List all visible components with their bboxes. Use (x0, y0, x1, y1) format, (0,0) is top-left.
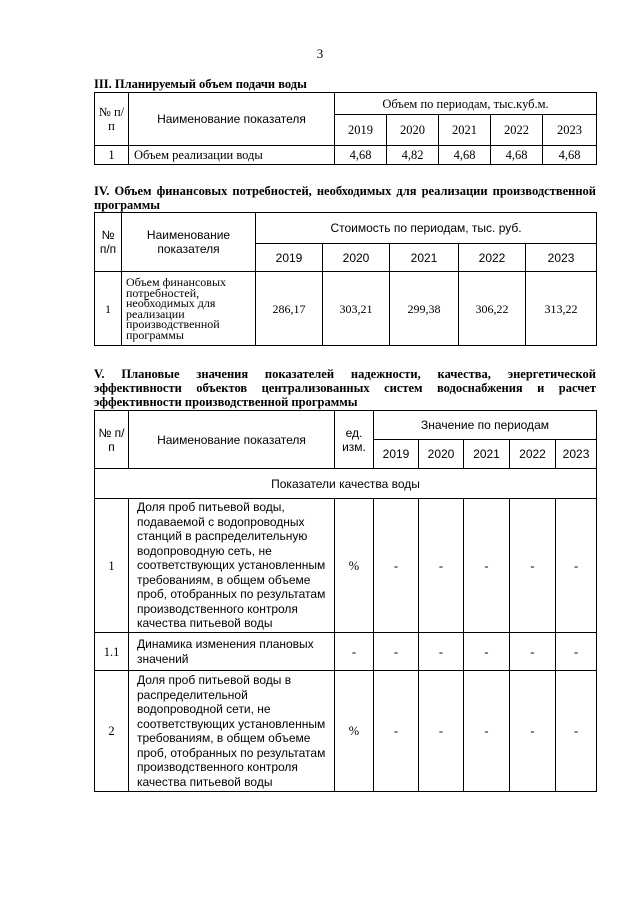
row-value: - (510, 633, 556, 671)
year-header: 2023 (543, 115, 597, 145)
row-value: - (556, 633, 597, 671)
row-num: 1 (95, 272, 122, 346)
col-header-period: Значение по периодам (374, 411, 597, 440)
row-value: - (556, 499, 597, 633)
row-name: Объем реализации воды (129, 145, 335, 164)
year-header: 2021 (439, 115, 491, 145)
row-name: Доля проб питьевой воды в распределительной водопроводной сети, не соответствующих установленным требованиям, в общем объеме проб, отобранных по результатам производственного контроля качества питьевой воды (129, 671, 335, 792)
row-name: Динамика изменения плановых значений (129, 633, 335, 671)
table-row (95, 499, 597, 633)
row-value: - (556, 671, 597, 792)
row-value: 303,21 (323, 272, 390, 346)
col-header-name: Наименование показателя (129, 93, 335, 146)
row-value: 306,22 (459, 272, 526, 346)
financial-needs-table (94, 212, 597, 346)
year-header: 2022 (510, 440, 556, 469)
col-header-name: Наименование показателя (129, 411, 335, 469)
row-num: 1 (95, 499, 129, 633)
year-header: 2019 (256, 244, 323, 272)
col-header-num: № п/п (95, 213, 122, 272)
year-header: 2023 (526, 244, 597, 272)
col-header-name: Наименование показателя (122, 213, 256, 272)
col-header-unit: ед. изм. (335, 411, 374, 469)
section-4-heading: IV. Объем финансовых потребностей, необходимых для реализации производственной программы (94, 184, 596, 212)
year-header: 2020 (419, 440, 464, 469)
row-value: - (374, 499, 419, 633)
row-value: 299,38 (390, 272, 459, 346)
year-header: 2020 (387, 115, 439, 145)
table-row (95, 671, 597, 792)
group-title: Показатели качества воды (95, 469, 597, 499)
year-header: 2020 (323, 244, 390, 272)
section-3-heading: III. Планируемый объем подачи воды (94, 77, 307, 91)
row-unit: - (335, 633, 374, 671)
row-value: - (510, 499, 556, 633)
row-name: Доля проб питьевой воды, подаваемой с водопроводных станций в распределительную водопроводную сеть, не соответствующих установленным требованиям, в общем объеме проб, отобранных по результатам производственного контроля качества питьевой воды (129, 499, 335, 633)
row-value: 4,82 (387, 145, 439, 164)
year-header: 2022 (491, 115, 543, 145)
row-value: - (464, 499, 510, 633)
row-value: - (419, 633, 464, 671)
row-value: 4,68 (491, 145, 543, 164)
col-header-period: Объем по периодам, тыс.куб.м. (335, 93, 597, 115)
row-value: 4,68 (439, 145, 491, 164)
row-unit: % (335, 671, 374, 792)
row-value: - (464, 633, 510, 671)
row-num: 2 (95, 671, 129, 792)
row-name: Объем финансовых потребностей, необходимых для реализации производственной программы (122, 272, 256, 346)
year-header: 2021 (464, 440, 510, 469)
table-row (95, 145, 597, 164)
table-row (95, 633, 597, 671)
page-number: 3 (316, 46, 324, 61)
row-value: - (419, 671, 464, 792)
row-value: - (464, 671, 510, 792)
row-value: 286,17 (256, 272, 323, 346)
year-header: 2021 (390, 244, 459, 272)
row-num: 1.1 (95, 633, 129, 671)
row-value: - (510, 671, 556, 792)
year-header: 2019 (374, 440, 419, 469)
row-value: 4,68 (543, 145, 597, 164)
row-num: 1 (95, 145, 129, 164)
table-row (95, 272, 597, 346)
row-value: - (374, 633, 419, 671)
row-unit: % (335, 499, 374, 633)
quality-indicators-table (94, 410, 597, 792)
col-header-period: Стоимость по периодам, тыс. руб. (256, 213, 597, 244)
row-value: 313,22 (526, 272, 597, 346)
row-value: - (374, 671, 419, 792)
row-value: - (419, 499, 464, 633)
col-header-num: № п/п (95, 411, 129, 469)
year-header: 2022 (459, 244, 526, 272)
row-value: 4,68 (335, 145, 387, 164)
year-header: 2019 (335, 115, 387, 145)
col-header-num: № п/п (95, 93, 129, 146)
year-header: 2023 (556, 440, 597, 469)
water-supply-table (94, 92, 597, 165)
section-5-heading: V. Плановые значения показателей надежности, качества, энергетической эффективности объектов централизованных систем водоснабжения и расчет эффективности производственной программы (94, 367, 596, 409)
